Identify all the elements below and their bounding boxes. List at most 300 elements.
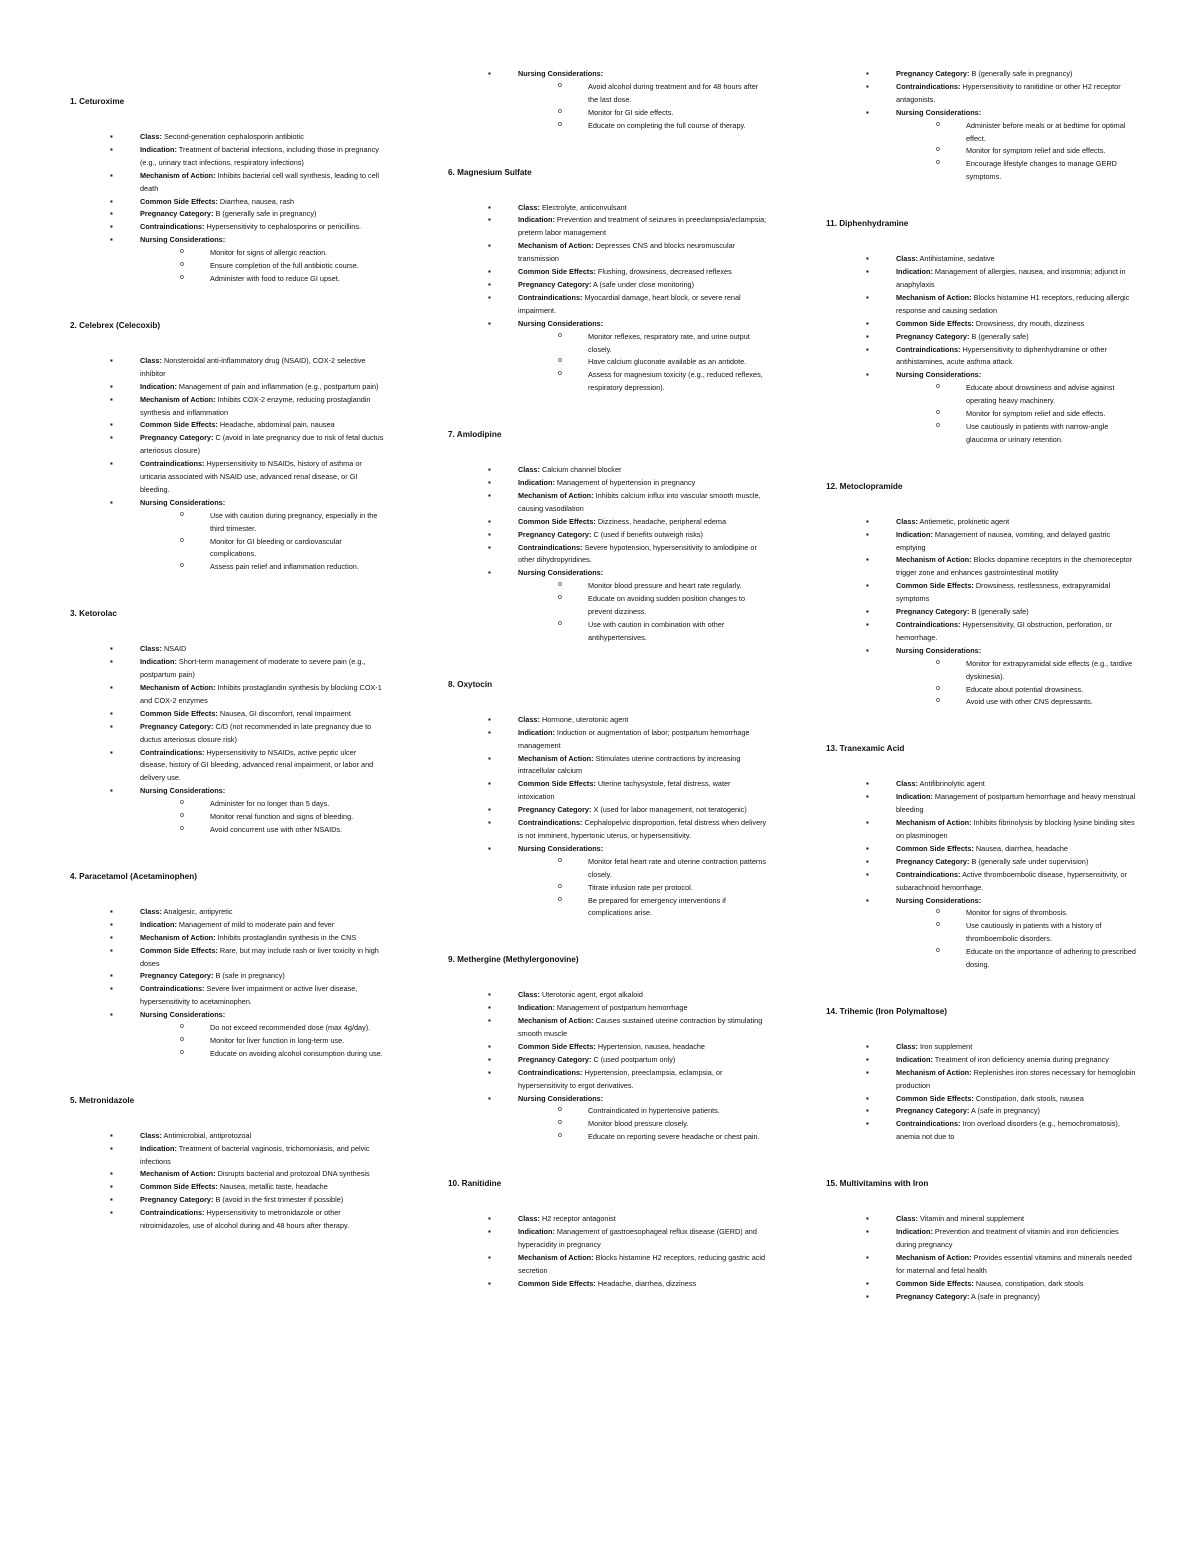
property-value: Nausea, GI discomfort, renal impairment bbox=[219, 708, 351, 718]
property-label: Common Side Effects: bbox=[896, 1278, 974, 1288]
property-label: Indication: bbox=[518, 727, 555, 737]
drug-property bbox=[488, 804, 768, 817]
drug-section bbox=[822, 743, 1140, 972]
property-label: Common Side Effects: bbox=[518, 1278, 596, 1288]
drug-property bbox=[110, 381, 384, 394]
drug-property bbox=[110, 1130, 384, 1143]
drug-property bbox=[866, 1252, 1140, 1278]
property-label: Indication: bbox=[140, 381, 177, 391]
property-label: Nursing Considerations: bbox=[140, 497, 226, 507]
property-label: Contraindications: bbox=[896, 869, 961, 879]
drug-property bbox=[866, 1213, 1140, 1226]
drug-property bbox=[110, 682, 384, 708]
property-value: Management of mild to moderate pain and fever bbox=[178, 919, 335, 929]
property-value: Hypersensitivity to cephalosporins or penicillins. bbox=[206, 222, 362, 232]
nursing-item: o Ensure completion of the full antibiotic course. bbox=[180, 260, 384, 273]
nursing-item: o Encourage lifestyle changes to manage GERD symptoms. bbox=[936, 158, 1140, 184]
drug-property bbox=[866, 253, 1140, 266]
property-value: Management of hypertension in pregnancy bbox=[556, 478, 696, 488]
nursing-item: o Monitor for liver function in long-term use. bbox=[180, 1035, 384, 1048]
property-value: Management of nausea, vomiting, and delayed gastric emptying bbox=[896, 529, 1111, 552]
drug-title: 1. Ceturoxime bbox=[70, 97, 125, 106]
property-label: Indication: bbox=[518, 215, 555, 225]
drug-property bbox=[488, 1226, 768, 1252]
property-value: Nausea, metallic taste, headache bbox=[219, 1182, 328, 1192]
property-value: B (generally safe) bbox=[971, 331, 1029, 341]
drug-property bbox=[110, 221, 384, 234]
drug-property bbox=[110, 747, 384, 786]
property-label: Indication: bbox=[140, 657, 177, 667]
property-label: Class: bbox=[896, 1041, 918, 1051]
nursing-item: o Administer before meals or at bedtime for optimal effect. bbox=[936, 120, 1140, 146]
property-value: A (safe in pregnancy) bbox=[971, 1291, 1040, 1301]
drug-property bbox=[110, 497, 384, 574]
property-value: Causes sustained uterine contraction by stimulating smooth muscle bbox=[518, 1016, 763, 1039]
property-value: Depresses CNS and blocks neuromuscular transmission bbox=[518, 241, 736, 264]
property-label: Contraindications: bbox=[518, 542, 583, 552]
drug-property bbox=[866, 580, 1140, 606]
property-value: B (generally safe in pregnancy) bbox=[971, 69, 1073, 78]
drug-property bbox=[866, 516, 1140, 529]
property-value: Hormone, uterotonic agent bbox=[541, 714, 629, 724]
property-label: Class: bbox=[140, 132, 162, 141]
property-value: Diarrhea, nausea, rash bbox=[219, 196, 295, 206]
drug-property bbox=[866, 68, 1140, 81]
column-2 bbox=[444, 68, 768, 1325]
drug-title: 15. Multivitamins with Iron bbox=[826, 1179, 929, 1189]
property-value: Management of postpartum hemorrhage and heavy menstrual bleeding bbox=[896, 792, 1136, 815]
property-value: Second-generation cephalosporin antibiotic bbox=[163, 132, 304, 141]
property-value: Treatment of bacterial vaginosis, trichomoniasis, and pelvic infections bbox=[140, 1143, 370, 1166]
property-label: Common Side Effects: bbox=[518, 1041, 596, 1051]
drug-property bbox=[110, 131, 384, 144]
property-label: Pregnancy Category: bbox=[518, 1054, 592, 1064]
property-label: Indication: bbox=[140, 919, 177, 929]
drug-property bbox=[110, 419, 384, 432]
nursing-item: o Have calcium gluconate available as an antidote. bbox=[558, 356, 768, 369]
nursing-item: o Educate about potential drowsiness. bbox=[936, 684, 1140, 697]
nursing-item: o Contraindicated in hypertensive patients. bbox=[558, 1105, 768, 1118]
drug-property bbox=[110, 932, 384, 945]
drug-title: 6. Magnesium Sulfate bbox=[448, 167, 532, 177]
property-value: Hypersensitivity to metronidazole or other nitroimidazoles, use of alcohol during and 48 hours after therapy. bbox=[140, 1208, 350, 1231]
column-3 bbox=[822, 68, 1140, 1338]
property-label: Pregnancy Category: bbox=[518, 805, 592, 815]
property-value: C/D (not recommended in late pregnancy due to ductus arteriosus closure risk) bbox=[140, 721, 372, 744]
drug-property bbox=[866, 869, 1140, 895]
property-label: Mechanism of Action: bbox=[140, 170, 216, 180]
property-label: Contraindications: bbox=[140, 459, 205, 469]
property-label: Class: bbox=[518, 465, 540, 475]
drug-property bbox=[866, 1041, 1140, 1054]
drug-property bbox=[488, 318, 768, 395]
property-value: Myocardial damage, heart block, or severe renal impairment. bbox=[518, 292, 741, 315]
property-label: Nursing Considerations: bbox=[140, 1010, 226, 1020]
property-value: C (used if benefits outweigh risks) bbox=[593, 529, 703, 539]
property-value: Nausea, constipation, dark stools bbox=[975, 1278, 1084, 1288]
nursing-item: o Administer for no longer than 5 days. bbox=[180, 798, 384, 811]
drug-section bbox=[66, 608, 384, 837]
nursing-item: o Monitor for symptom relief and side effects. bbox=[936, 145, 1140, 158]
property-label: Pregnancy Category: bbox=[896, 331, 970, 341]
drug-property-list bbox=[822, 68, 1140, 184]
drug-title: 7. Amlodipine bbox=[448, 430, 502, 440]
property-label: Common Side Effects: bbox=[140, 196, 218, 206]
property-label: Pregnancy Category: bbox=[140, 433, 214, 443]
property-label: Mechanism of Action: bbox=[518, 1252, 594, 1262]
drug-property bbox=[110, 983, 384, 1009]
property-label: Common Side Effects: bbox=[518, 779, 596, 789]
drug-property bbox=[488, 843, 768, 920]
nursing-item: o Educate on the importance of adhering to prescribed dosing. bbox=[936, 946, 1140, 972]
property-value: Hypersensitivity to NSAIDs, history of asthma or urticaria associated with NSAID use, advanced renal disease, or GI bleeding. bbox=[140, 459, 362, 494]
property-label: Mechanism of Action: bbox=[518, 241, 594, 251]
drug-property bbox=[110, 1194, 384, 1207]
drug-property-list bbox=[66, 355, 384, 574]
drug-section bbox=[66, 1095, 384, 1233]
nursing-item: o Monitor fetal heart rate and uterine contraction patterns closely. bbox=[558, 856, 768, 882]
property-value: A (safe under close monitoring) bbox=[593, 279, 695, 289]
property-label: Contraindications: bbox=[896, 620, 961, 629]
nursing-item: o Monitor for signs of allergic reaction. bbox=[180, 247, 384, 260]
property-value: Replenishes iron stores necessary for hemoglobin production bbox=[896, 1067, 1136, 1090]
drug-section bbox=[822, 481, 1140, 710]
drug-property bbox=[110, 394, 384, 420]
drug-property bbox=[866, 318, 1140, 331]
property-value: B (generally safe) bbox=[971, 607, 1029, 617]
drug-property bbox=[110, 355, 384, 381]
property-label: Nursing Considerations: bbox=[896, 370, 982, 380]
property-label: Indication: bbox=[518, 478, 555, 488]
property-label: Mechanism of Action: bbox=[140, 1169, 216, 1179]
drug-property bbox=[866, 817, 1140, 843]
property-label: Mechanism of Action: bbox=[518, 753, 594, 763]
drug-property bbox=[110, 1207, 384, 1233]
property-label: Common Side Effects: bbox=[140, 1182, 218, 1192]
drug-property bbox=[110, 785, 384, 837]
property-label: Nursing Considerations: bbox=[518, 69, 604, 78]
property-value: Treatment of bacterial infections, including those in pregnancy (e.g., urinary tract infections, respiratory infections) bbox=[140, 144, 379, 167]
drug-title: 13. Tranexamic Acid bbox=[826, 744, 905, 754]
property-label: Contraindications: bbox=[140, 747, 205, 757]
property-label: Indication: bbox=[896, 792, 933, 802]
drug-property bbox=[110, 1009, 384, 1061]
drug-property bbox=[866, 292, 1140, 318]
drug-property bbox=[866, 606, 1140, 619]
drug-section bbox=[444, 167, 768, 396]
property-value: Flushing, drowsiness, decreased reflexes bbox=[597, 267, 732, 277]
property-label: Pregnancy Category: bbox=[140, 721, 214, 731]
property-value: Nausea, diarrhea, headache bbox=[975, 843, 1068, 853]
drug-property bbox=[110, 1168, 384, 1181]
property-label: Mechanism of Action: bbox=[896, 818, 972, 828]
drug-section bbox=[66, 320, 384, 574]
property-label: Pregnancy Category: bbox=[896, 1291, 970, 1301]
property-value: Prevention and treatment of seizures in preeclampsia/eclampsia; preterm labor management bbox=[518, 215, 767, 238]
nursing-item: o Monitor for extrapyramidal side effects (e.g., tardive dyskinesia). bbox=[936, 658, 1140, 684]
property-label: Common Side Effects: bbox=[140, 945, 218, 955]
nursing-item: o Educate on avoiding alcohol consumption during use. bbox=[180, 1048, 384, 1061]
drug-property bbox=[488, 1067, 768, 1093]
nursing-item: o Avoid concurrent use with other NSAIDs. bbox=[180, 824, 384, 837]
drug-property bbox=[110, 919, 384, 932]
drug-title: 3. Ketorolac bbox=[70, 609, 117, 619]
nursing-list bbox=[518, 1105, 768, 1144]
drug-property bbox=[866, 1054, 1140, 1067]
drug-property bbox=[110, 196, 384, 209]
drug-property bbox=[866, 895, 1140, 972]
drug-property bbox=[866, 791, 1140, 817]
drug-property bbox=[866, 1226, 1140, 1252]
column-1 bbox=[66, 96, 384, 1267]
nursing-item: o Educate about drowsiness and advise against operating heavy machinery. bbox=[936, 382, 1140, 408]
nursing-list bbox=[140, 798, 384, 837]
drug-property bbox=[488, 727, 768, 753]
drug-title: 10. Ranitidine bbox=[448, 1179, 502, 1189]
property-value: Drowsiness, restlessness, extrapyramidal symptoms bbox=[896, 581, 1111, 604]
property-label: Pregnancy Category: bbox=[896, 69, 970, 78]
property-label: Nursing Considerations: bbox=[896, 895, 982, 905]
drug-property bbox=[488, 214, 768, 240]
drug-title: 5. Metronidazole bbox=[70, 1095, 135, 1105]
nursing-item: o Use with caution in combination with other antihypertensives. bbox=[558, 619, 768, 645]
property-value: NSAID bbox=[163, 644, 187, 654]
drug-section bbox=[444, 679, 768, 921]
drug-property bbox=[866, 266, 1140, 292]
nursing-list bbox=[140, 1022, 384, 1061]
drug-property bbox=[110, 1143, 384, 1169]
property-label: Contraindications: bbox=[518, 1067, 583, 1077]
property-label: Common Side Effects: bbox=[896, 318, 974, 328]
property-value: Inhibits bacterial cell wall synthesis, leading to cell death bbox=[140, 170, 380, 193]
drug-property bbox=[110, 945, 384, 971]
nursing-list bbox=[518, 331, 768, 396]
property-label: Contraindications: bbox=[140, 222, 205, 232]
property-value: B (safe in pregnancy) bbox=[215, 971, 285, 981]
property-value: Management of allergies, nausea, and insomnia; adjunct in anaphylaxis bbox=[896, 267, 1126, 289]
nursing-list bbox=[518, 856, 768, 921]
property-value: Headache, diarrhea, dizziness bbox=[597, 1278, 697, 1288]
drug-section bbox=[822, 1006, 1140, 1144]
property-label: Pregnancy Category: bbox=[140, 971, 214, 981]
property-label: Pregnancy Category: bbox=[518, 279, 592, 289]
property-label: Class: bbox=[518, 714, 540, 724]
nursing-item: o Use cautiously in patients with a history of thromboembolic disorders. bbox=[936, 920, 1140, 946]
nursing-list bbox=[896, 658, 1140, 710]
drug-property-list bbox=[822, 778, 1140, 972]
drug-property bbox=[866, 554, 1140, 580]
nursing-item: o Titrate infusion rate per protocol. bbox=[558, 882, 768, 895]
drug-property bbox=[866, 331, 1140, 344]
drug-section bbox=[822, 1178, 1140, 1303]
property-value: Management of gastroesophageal reflux disease (GERD) and hyperacidity in pregnancy bbox=[518, 1227, 757, 1249]
drug-property bbox=[488, 202, 768, 215]
property-value: C (avoid in late pregnancy due to risk of fetal ductus arteriosus closure) bbox=[140, 433, 384, 456]
drug-property bbox=[110, 144, 384, 170]
drug-property bbox=[488, 516, 768, 529]
property-value: Dizziness, headache, peripheral edema bbox=[597, 516, 727, 526]
property-value: Disrupts bacterial and protozoal DNA synthesis bbox=[217, 1169, 370, 1179]
drug-property-list bbox=[444, 989, 768, 1144]
property-label: Class: bbox=[896, 779, 918, 789]
drug-property bbox=[488, 240, 768, 266]
property-value: Antiemetic, prokinetic agent bbox=[919, 516, 1010, 526]
property-label: Indication: bbox=[896, 1227, 933, 1237]
drug-property bbox=[488, 490, 768, 516]
nursing-list bbox=[896, 382, 1140, 447]
nursing-item: o Be prepared for emergency interventions if complications arise. bbox=[558, 895, 768, 921]
nursing-item: o Assess pain relief and inflammation reduction. bbox=[180, 561, 384, 574]
nursing-item: o Monitor for symptom relief and side effects. bbox=[936, 408, 1140, 421]
property-label: Class: bbox=[518, 1214, 540, 1224]
drug-property bbox=[488, 567, 768, 644]
property-value: B (generally safe under supervision) bbox=[971, 856, 1089, 866]
drug-property-list bbox=[66, 643, 384, 837]
drug-title: 2. Celebrex (Celecoxib) bbox=[70, 320, 161, 330]
property-label: Contraindications: bbox=[140, 984, 205, 994]
drug-property-list bbox=[444, 464, 768, 645]
drug-property bbox=[866, 107, 1140, 184]
property-label: Nursing Considerations: bbox=[896, 645, 982, 655]
nursing-item: o Educate on reporting severe headache or chest pain. bbox=[558, 1131, 768, 1144]
property-value: Inhibits calcium influx into vascular smooth muscle, causing vasodilation bbox=[518, 490, 761, 513]
nursing-item: o Use cautiously in patients with narrow-angle glaucoma or urinary retention. bbox=[936, 421, 1140, 447]
property-value: Iron overload disorders (e.g., hemochromatosis), anemia not due to bbox=[896, 1119, 1120, 1142]
nursing-item: o Monitor for GI side effects. bbox=[558, 107, 768, 120]
property-label: Indication: bbox=[518, 1227, 555, 1237]
property-label: Nursing Considerations: bbox=[518, 1093, 604, 1103]
drug-property bbox=[488, 266, 768, 279]
property-value: Blocks dopamine receptors in the chemoreceptor trigger zone and enhances gastrointestinal motility bbox=[896, 555, 1133, 578]
property-label: Mechanism of Action: bbox=[518, 1016, 594, 1026]
drug-property bbox=[866, 619, 1140, 645]
property-label: Pregnancy Category: bbox=[896, 856, 970, 866]
drug-title: 9. Methergine (Methylergonovine) bbox=[448, 955, 579, 965]
property-label: Common Side Effects: bbox=[140, 420, 218, 430]
drug-property bbox=[488, 1041, 768, 1054]
drug-property bbox=[110, 432, 384, 458]
nursing-item: o Administer with food to reduce GI upset. bbox=[180, 273, 384, 286]
drug-section bbox=[444, 429, 768, 645]
property-value: Hypersensitivity to diphenhydramine or other antihistamines, acute asthma attack. bbox=[896, 344, 1107, 367]
property-label: Class: bbox=[140, 1130, 162, 1140]
property-label: Indication: bbox=[140, 144, 177, 154]
property-label: Mechanism of Action: bbox=[896, 555, 972, 565]
drug-property-list bbox=[444, 1213, 768, 1290]
property-label: Nursing Considerations: bbox=[140, 786, 226, 796]
property-value: Calcium channel blocker bbox=[541, 465, 622, 475]
drug-property-list bbox=[444, 714, 768, 921]
drug-property bbox=[110, 708, 384, 721]
drug-title: 12. Metoclopramide bbox=[826, 481, 903, 491]
drug-property bbox=[110, 1181, 384, 1194]
property-label: Mechanism of Action: bbox=[140, 394, 216, 404]
property-label: Pregnancy Category: bbox=[896, 1106, 970, 1116]
drug-property bbox=[866, 843, 1140, 856]
property-label: Indication: bbox=[896, 1054, 933, 1064]
drug-property bbox=[488, 1213, 768, 1226]
property-label: Common Side Effects: bbox=[518, 516, 596, 526]
drug-property bbox=[866, 1118, 1140, 1144]
property-value: Cephalopelvic disproportion, fetal distress when delivery is not imminent, hypertonic uterus, or hypersensitivity. bbox=[518, 818, 767, 840]
drug-property-list bbox=[66, 906, 384, 1061]
property-value: C (used postpartum only) bbox=[593, 1054, 676, 1064]
drug-property-list bbox=[822, 1041, 1140, 1144]
property-label: Contraindications: bbox=[896, 1119, 961, 1129]
nursing-item: o Monitor blood pressure and heart rate regularly. bbox=[558, 580, 768, 593]
drug-property bbox=[866, 645, 1140, 710]
drug-property bbox=[866, 1067, 1140, 1093]
drug-property bbox=[488, 68, 768, 133]
property-label: Mechanism of Action: bbox=[518, 490, 594, 500]
property-value: Prevention and treatment of vitamin and iron deficiencies during pregnancy bbox=[896, 1227, 1119, 1249]
nursing-item: o Monitor blood pressure closely. bbox=[558, 1118, 768, 1131]
nursing-item: o Avoid use with other CNS depressants. bbox=[936, 696, 1140, 709]
drug-property bbox=[866, 81, 1140, 107]
property-label: Indication: bbox=[518, 1003, 555, 1013]
property-value: Stimulates uterine contractions by increasing intracellular calcium bbox=[518, 753, 741, 776]
property-value: Drowsiness, dry mouth, dizziness bbox=[975, 318, 1085, 328]
drug-section bbox=[444, 1178, 768, 1290]
property-value: Inhibits prostaglandin synthesis in the CNS bbox=[217, 932, 357, 942]
property-label: Mechanism of Action: bbox=[896, 292, 972, 302]
property-label: Class: bbox=[140, 644, 162, 654]
property-label: Pregnancy Category: bbox=[140, 209, 214, 219]
drug-property bbox=[866, 344, 1140, 370]
drug-property bbox=[488, 529, 768, 542]
property-label: Contraindications: bbox=[896, 344, 961, 354]
property-value: Blocks histamine H1 receptors, reducing allergic response and causing sedation bbox=[896, 292, 1130, 315]
property-label: Common Side Effects: bbox=[896, 581, 974, 591]
drug-property bbox=[110, 656, 384, 682]
property-value: Rare, but may include rash or liver toxicity in high doses bbox=[140, 945, 379, 968]
drug-property bbox=[488, 477, 768, 490]
property-label: Class: bbox=[518, 990, 540, 1000]
property-value: Antimicrobial, antiprotozoal bbox=[163, 1130, 252, 1140]
property-label: Nursing Considerations: bbox=[518, 568, 604, 578]
property-label: Mechanism of Action: bbox=[140, 932, 216, 942]
property-label: Contraindications: bbox=[518, 292, 583, 302]
property-label: Nursing Considerations: bbox=[140, 235, 226, 245]
property-label: Common Side Effects: bbox=[518, 267, 596, 277]
property-value: X (used for labor management, not teratogenic) bbox=[593, 805, 747, 815]
property-value: Hypersensitivity to ranitidine or other H2 receptor antagonists. bbox=[896, 81, 1121, 104]
drug-property bbox=[866, 1278, 1140, 1291]
property-value: Severe hypotension, hypersensitivity to amlodipine or other dihydropyridines. bbox=[518, 542, 757, 565]
drug-title: 4. Paracetamol (Acetaminophen) bbox=[70, 871, 197, 881]
property-value: Analgesic, antipyretic bbox=[163, 906, 233, 916]
drug-property bbox=[488, 817, 768, 843]
property-label: Common Side Effects: bbox=[140, 708, 218, 718]
drug-property bbox=[866, 856, 1140, 869]
drug-property-list bbox=[822, 1213, 1140, 1303]
drug-property-list bbox=[822, 516, 1140, 710]
property-value: B (avoid in the first trimester if possible) bbox=[215, 1195, 344, 1205]
property-value: Inhibits COX-2 enzyme, reducing prostaglandin synthesis and inflammation bbox=[140, 394, 371, 417]
drug-property bbox=[488, 1252, 768, 1278]
property-label: Mechanism of Action: bbox=[140, 683, 216, 692]
property-value: Induction or augmentation of labor; postpartum hemorrhage management bbox=[518, 727, 750, 750]
drug-section bbox=[822, 68, 1140, 184]
nursing-item: o Educate on completing the full course of therapy. bbox=[558, 120, 768, 133]
drug-title: 14. Trihemic (Iron Polymaltose) bbox=[826, 1006, 948, 1016]
drug-property bbox=[110, 170, 384, 196]
drug-section bbox=[822, 218, 1140, 447]
drug-title: 8. Oxytocin bbox=[448, 679, 493, 689]
drug-property bbox=[110, 234, 384, 286]
property-value: Management of pain and inflammation (e.g., postpartum pain) bbox=[178, 381, 379, 391]
drug-property bbox=[866, 1291, 1140, 1304]
